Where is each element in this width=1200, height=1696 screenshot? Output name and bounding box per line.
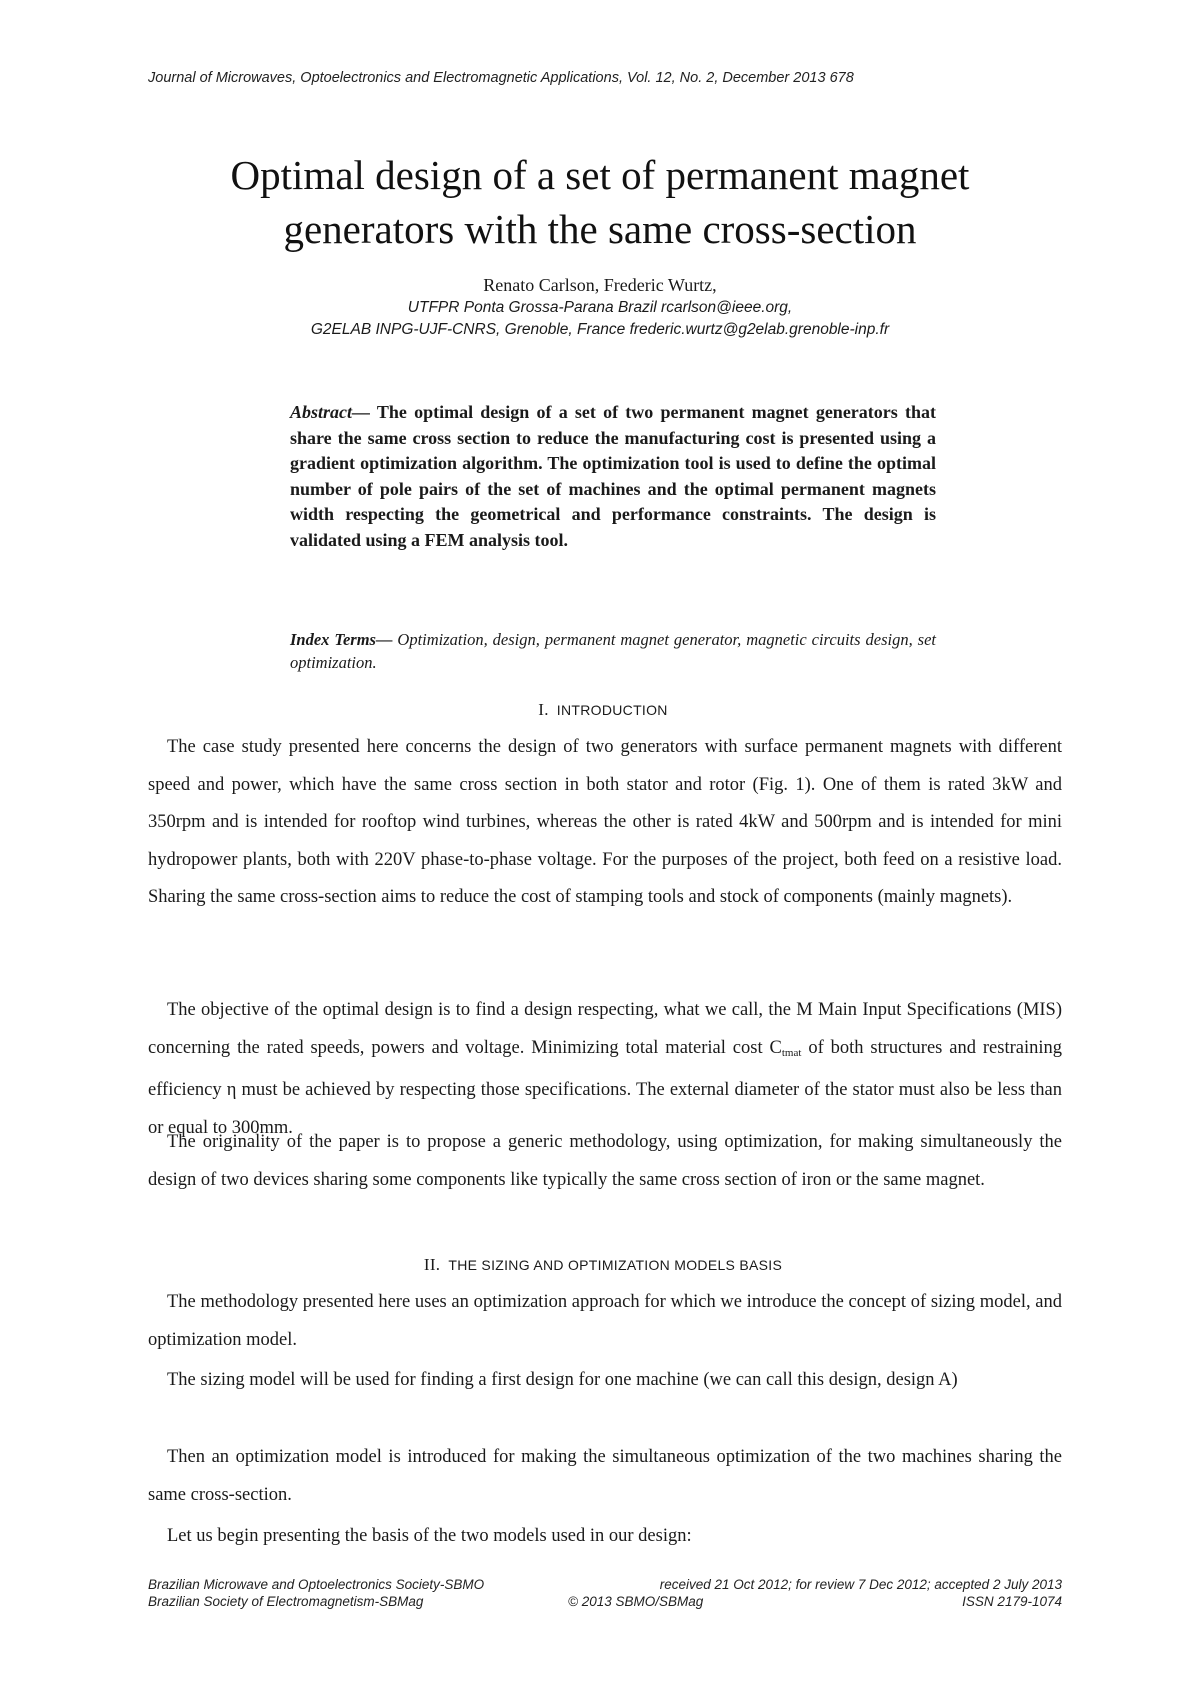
footer-society-1: Brazilian Microwave and Optoelectronics Society-SBMO [148,1577,485,1592]
section-number: II. [423,1255,441,1274]
abstract [290,400,936,554]
section-title: INTRODUCTION [556,702,668,718]
running-head: Journal of Microwaves, Optoelectronics and Electromagnetic Applications, Vol. 12, No. 2, December 2013 678 [148,70,854,86]
paper-title [100,148,1100,256]
paragraph-text: of both structures and restraining efficiency η must be achieved by respecting those specifications. The external diameter of the stator must also be less than or equal to 300mm. [148,1037,1062,1138]
footer-society-2: Brazilian Society of Electromagnetism-SBMag [148,1594,424,1609]
section-number: I. [538,700,549,719]
section-heading-introduction [148,700,1058,720]
footer-received-dates: received 21 Oct 2012; for review 7 Dec 2012; accepted 2 July 2013 [659,1577,1062,1592]
abstract-text: The optimal design of a set of two permanent magnet generators that share the same cross section to reduce the manufacturing cost is presented using a gradient optimization algorithm. The optimization tool is used to define the optimal number of pole pairs of the set of machines and the optimal permanent magnets width respecting the geometrical and performance constraints. The design is validated using a FEM analysis tool. [290,402,936,550]
page-footer [148,1576,1062,1610]
paragraph-text: The objective of the optimal design is to find a design respecting, what we call, the M Main Input Specifications (MIS) concerning the rated speeds, powers and voltage. Minimizing total material cost C [148,1000,1062,1058]
section-heading-models [148,1255,1058,1275]
title-line-1: Optimal design of a set of permanent magnet [230,152,970,198]
author-block [100,273,1100,341]
title-line-2: generators with the same cross-section [283,206,917,252]
affiliation-1: UTFPR Ponta Grossa-Parana Brazil rcarlson@ieee.org, [407,299,793,316]
body-paragraph: The originality of the paper is to propose a generic methodology, using optimization, for making simultaneously the design of two devices sharing some components like typically the same cross section of iron or the same magnet. [148,1132,1062,1190]
body-paragraph: The case study presented here concerns the design of two generators with surface permanent magnets with different speed and power, which have the same cross section in both stator and rotor (Fig. 1). One of them is rated 3kW and 350rpm and is intended for rooftop wind turbines, whereas the other is rated 4kW and 500rpm and is intended for mini hydropower plants, both with 220V phase-to-phase voltage. For the purposes of the project, both feed on a resistive load. Sharing the same cross-section aims to reduce the cost of stamping tools and stock of components (mainly magnets). [148,737,1062,907]
body-paragraph: Let us begin presenting the basis of the two models used in our design: [167,1526,692,1546]
subscript: tmat [781,1046,802,1059]
section-title: THE SIZING AND OPTIMIZATION MODELS BASIS [448,1257,783,1273]
index-terms-label: Index Terms— [290,630,393,649]
abstract-label: Abstract— [290,402,371,422]
index-terms [290,628,936,674]
index-terms-text: Optimization, design, permanent magnet generator, magnetic circuits design, set optimization. [290,630,936,672]
body-paragraph: Then an optimization model is introduced for making the simultaneous optimization of the two machines sharing the same cross-section. [148,1447,1062,1505]
footer-copyright: © 2013 SBMO/SBMag [568,1594,704,1609]
body-paragraph: The methodology presented here uses an optimization approach for which we introduce the concept of sizing model, and optimization model. [148,1292,1062,1350]
body-paragraph: The sizing model will be used for finding a first design for one machine (we can call this design, design A) [167,1370,958,1390]
author-names: Renato Carlson, Frederic Wurtz, [483,275,717,295]
footer-issn: ISSN 2179-1074 [962,1594,1062,1609]
affiliation-2: G2ELAB INPG-UJF-CNRS, Grenoble, France frederic.wurtz@g2elab.grenoble-inp.fr [310,321,890,338]
